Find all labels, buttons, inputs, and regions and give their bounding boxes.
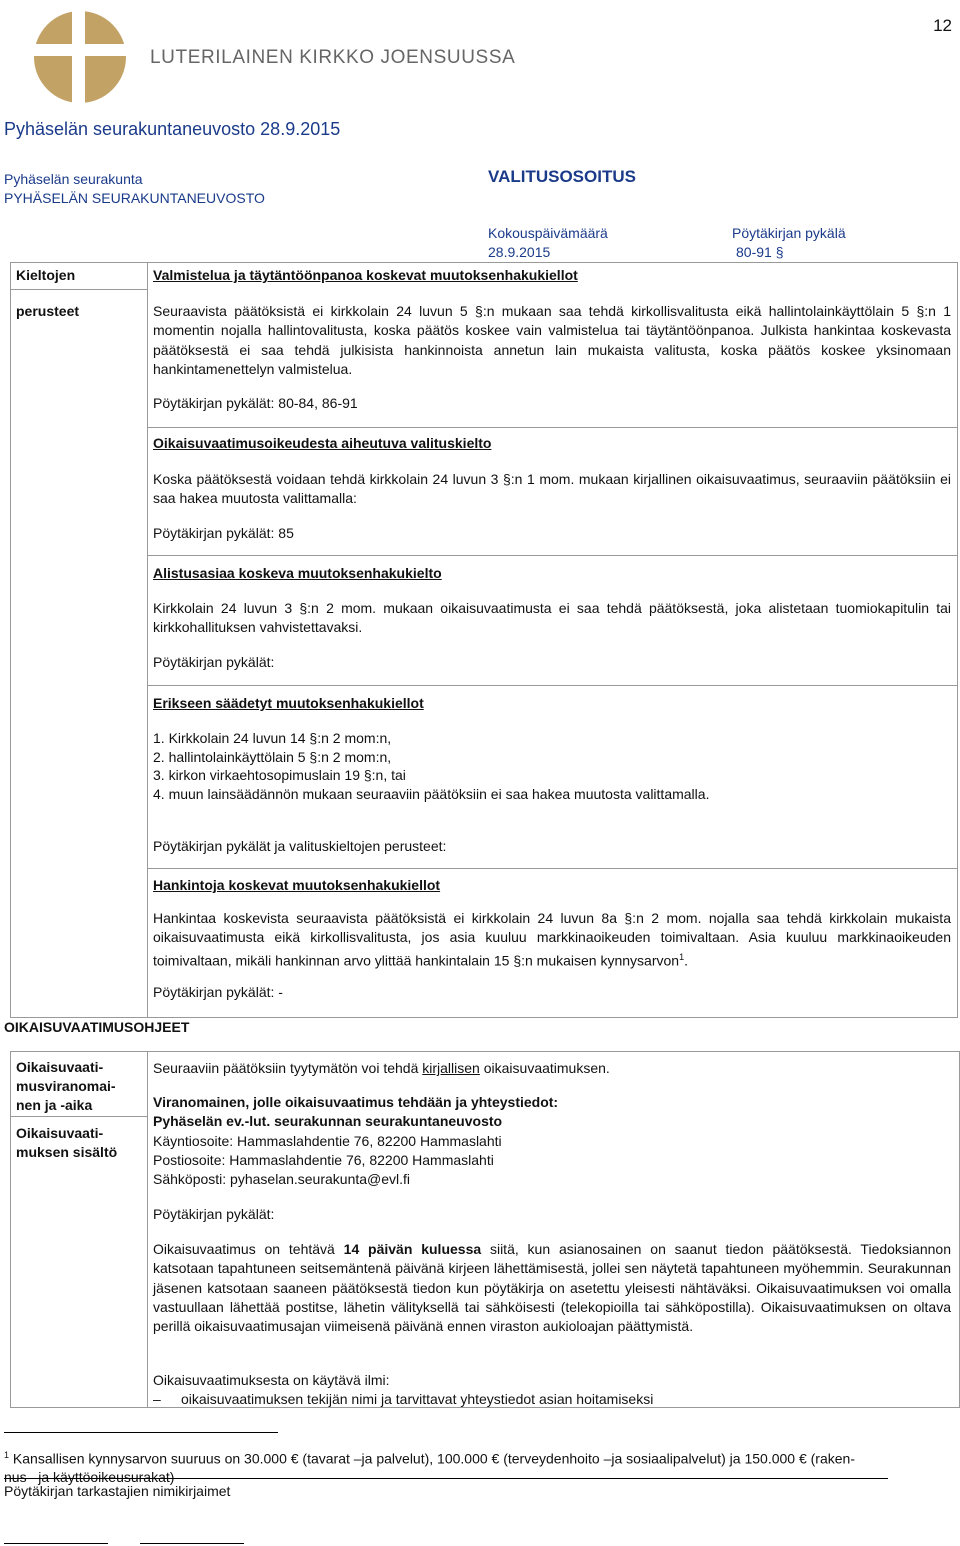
- content-heading: Oikaisuvaatimuksesta on käytävä ilmi:: [153, 1372, 390, 1388]
- minutes-section-value: 80-91 §: [736, 244, 784, 260]
- heading-appeal-ban: Oikaisuvaatimusoikeudesta aiheutuva valituskielto: [153, 435, 492, 451]
- heading-procurement: Hankintoja koskevat muutoksenhakukiellot: [153, 877, 441, 893]
- minutes-section-label: Pöytäkirjan pykälä: [732, 225, 846, 241]
- visit-address: Käyntiosoite: Hammaslahdentie 76, 82200 Hammaslahti: [153, 1132, 502, 1149]
- authority-contact: [153, 1093, 951, 1189]
- heading-submission: Alistusasiaa koskeva muutoksenhakukielto: [153, 565, 442, 581]
- list-item: 2. hallintolainkäyttölain 5 §:n 2 mom:n,: [153, 748, 392, 765]
- label-perusteet: perusteet: [16, 303, 80, 319]
- time-paragraph: Oikaisuvaatimus on tehtävä 14 päivän kuluessa siitä, kun asianosainen on saanut tiedon päätöksestä. Tiedoksiannon katsotaan tapahtuneen seitsemäntenä päivänä kirjeen lähettämisestä, jollei sen näytetä tapahtuneen myöhemmin. Seurakunnan jäsenen katsotaan saaneen päätöksestä tiedon kun pöytäkirja on asetettu yleisesti nähtäväksi. Oikaisuvaatimuksen voi omalla vastuullaan lähettää postitse, lähetin välityksellä tai sähköisesti (telekopioilla tai sähköpostilla). Oikaisuvaatimuksen on oltava perillä oikaisuvaatimusajan viimeisenä päivänä ennen viraston aukioloajan päättymistä.: [153, 1241, 951, 1335]
- content-item: – oikaisuvaatimuksen tekijän nimi ja tarvittavat yhteystiedot asian hoitamiseksi: [153, 1391, 654, 1407]
- sections-submission: Pöytäkirjan pykälät:: [153, 654, 275, 670]
- footnote: $^1$ Kansallisen kynnysarvon suuruus on 30.000 € (tavarat –ja palvelut), 100.000 € (terveydenhoito –ja sosiaalipalvelut) ja 150.000 € (raken- nus –ja käyttöoikeusurakat): [4, 1450, 855, 1485]
- parish-info: [4, 170, 265, 208]
- label-content: Oikaisuvaati-muksen sisältö: [16, 1125, 118, 1160]
- minutes-section: [732, 224, 846, 262]
- parish-name: Pyhäselän seurakunta: [4, 171, 143, 187]
- authority-heading: Viranomainen, jolle oikaisuvaatimus tehdään ja yhteystiedot:: [153, 1094, 559, 1110]
- list-item: 4. muun lainsäädännön mukaan seuraaviin päätöksiin ei saa hakea muutosta valittamalla.: [153, 786, 710, 803]
- paragraph-submission: Kirkkolain 24 luvun 3 §:n 2 mom. mukaan oikaisuvaatimusta ei saa tehdä päätöksestä, joka alistetaan tuomiokapitulin tai kirkkohallituksen vahvistettavaksi.: [153, 600, 951, 636]
- heading-special: Erikseen säädetyt muutoksenhakukiellot: [153, 695, 424, 711]
- heading-preparation: Valmistelua ja täytäntöönpanoa koskevat muutoksenhakukiellot: [153, 267, 578, 283]
- email-address: Sähköposti: pyhaselan.seurakunta@evl.fi: [153, 1171, 411, 1188]
- label-kieltojen: Kieltojen: [16, 267, 76, 283]
- sections-appeal-ban: Pöytäkirjan pykälät: 85: [153, 525, 294, 541]
- paragraph-preparation: Seuraavista päätöksistä ei kirkkolain 24 luvun 5 §:n mukaan saa tehdä kirkollisvalitusta eikä hallintolainkäyttölain 5 §:n 1 momentin nojalla hallintovalitusta, koska päätös koskee vain valmistelua tai täytäntöönpanoa. Julkista hankintaa koskevasta päätöksestä ei saa tehdä julkisista hankinnoista annetun lain mukaista valitusta, koska päätös koskee yksinomaan hankintamenettelyn valmistelua.: [153, 303, 951, 377]
- signature-label: Pöytäkirjan tarkastajien nimikirjaimet: [4, 1483, 231, 1499]
- instructions-intro: Seuraaviin päätöksiin tyytymätön voi tehdä kirjallisen oikaisuvaatimuksen.: [153, 1060, 610, 1076]
- postal-address: Postiosoite: Hammaslahdentie 76, 82200 Hammaslahti: [153, 1151, 494, 1168]
- sections-special: Pöytäkirjan pykälät ja valituskieltojen perusteet:: [153, 838, 447, 854]
- instructions-sections: Pöytäkirjan pykälät:: [153, 1206, 275, 1222]
- meeting-date-value: 28.9.2015: [488, 244, 551, 260]
- page-title: VALITUSOSOITUS: [488, 167, 636, 186]
- council-name: PYHÄSELÄN SEURAKUNTANEUVOSTO: [4, 190, 265, 206]
- signature-line: [4, 1543, 108, 1544]
- sections-preparation: Pöytäkirjan pykälät: 80-84, 86-91: [153, 395, 358, 411]
- paragraph-appeal-ban: Koska päätöksestä voidaan tehdä kirkkolain 24 luvun 3 §:n 1 mom. mukaan kirjallinen oikaisuvaatimus, seuraaviin päätöksiin ei saa hakea muutosta valittamalla:: [153, 471, 951, 507]
- sections-procurement: Pöytäkirjan pykälät: -: [153, 984, 283, 1000]
- list-item: 1. Kirkkolain 24 luvun 14 §:n 2 mom:n,: [153, 730, 392, 746]
- meeting-date-label: Kokouspäivämäärä: [488, 225, 608, 241]
- logo-text: LUTERILAINEN KIRKKO JOENSUUSSA: [150, 47, 516, 68]
- signature-line: [140, 1543, 244, 1544]
- paragraph-procurement: Hankintaa koskevista seuraavista päätöksistä ei kirkkolain 24 luvun 8a §:n 2 mom. nojalla saa tehdä kirkkolain mukaista oikaisuvaatimusta eikä kirkollisvalitusta, jos asia kuuluu markkinaoikeuden toimivaltaan. Asia kuuluu markkinaoikeuden toimivaltaan, mikäli hankinnan arvo ylittää hankintalain 15 §:n mukaisen kynnysarvon$^1$.: [153, 910, 951, 969]
- list-special: [153, 729, 951, 804]
- label-authority-time: Oikaisuvaati-musviranomai-nen ja -aika: [16, 1059, 116, 1113]
- document-header: Pyhäselän seurakuntaneuvosto 28.9.2015: [4, 119, 341, 139]
- instructions-title: OIKAISUVAATIMUSOHJEET: [4, 1019, 190, 1035]
- list-item: 3. kirkon virkaehtosopimuslain 19 §:n, tai: [153, 767, 406, 784]
- meeting-date: [488, 224, 608, 262]
- page-number: 12: [933, 16, 952, 35]
- authority-name: Pyhäselän ev.-lut. seurakunnan seurakuntaneuvosto: [153, 1113, 503, 1130]
- cross-emblem-icon: [32, 10, 132, 110]
